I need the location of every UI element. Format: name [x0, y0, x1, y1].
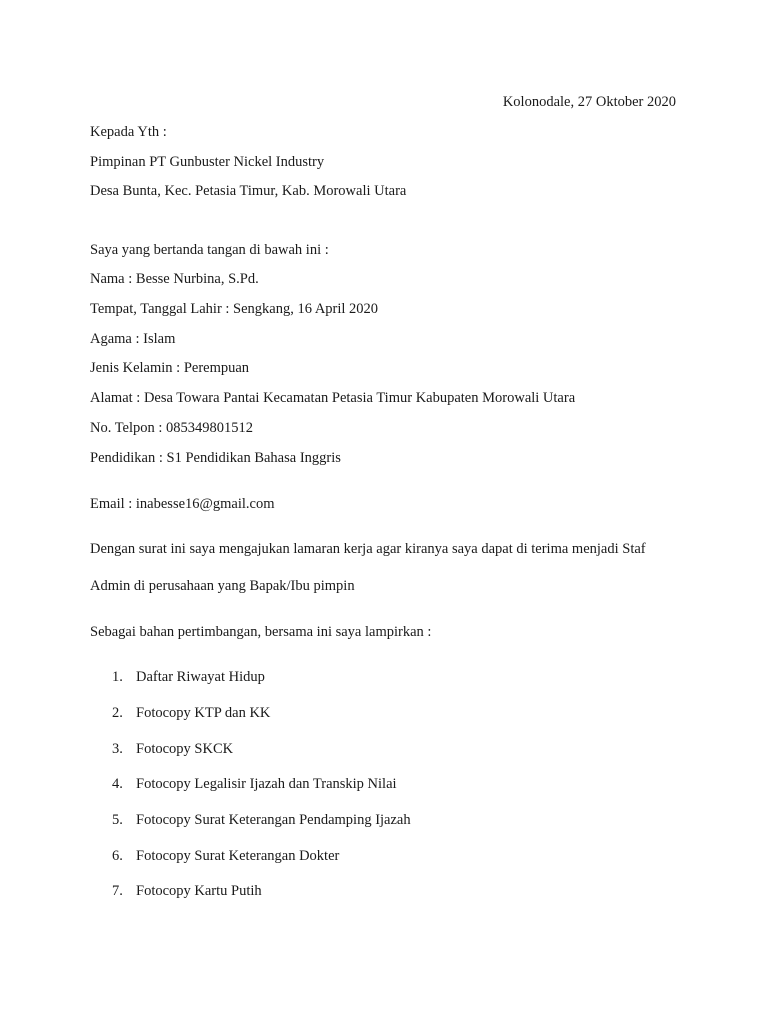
list-item-number: 7.: [112, 883, 123, 899]
list-item: [112, 882, 262, 900]
list-item-text: Fotocopy Surat Keterangan Dokter: [136, 848, 340, 864]
recipient-address: Desa Bunta, Kec. Petasia Timur, Kab. Morowali Utara: [90, 183, 407, 199]
list-item: [112, 740, 233, 758]
list-item-number: 5.: [112, 812, 123, 828]
list-item: [112, 847, 339, 865]
list-item: [112, 811, 411, 829]
list-item: [112, 704, 270, 722]
place-date: Kolonodale, 27 Oktober 2020: [502, 94, 676, 110]
detail-nama: Nama : Besse Nurbina, S.Pd.: [90, 271, 259, 287]
email-line: Email : inabesse16@gmail.com: [90, 496, 275, 512]
list-item-text: Fotocopy Surat Keterangan Pendamping Ijazah: [136, 812, 411, 828]
detail-pendidikan: Pendidikan : S1 Pendidikan Bahasa Inggris: [90, 450, 341, 466]
list-item-text: Daftar Riwayat Hidup: [136, 669, 265, 685]
list-item-number: 1.: [112, 669, 123, 685]
list-item-number: 3.: [112, 741, 123, 757]
list-item-text: Fotocopy Kartu Putih: [136, 883, 262, 899]
body-line-2: Admin di perusahaan yang Bapak/Ibu pimpin: [90, 578, 355, 594]
list-item-text: Fotocopy KTP dan KK: [136, 705, 271, 721]
list-item-number: 6.: [112, 848, 123, 864]
body-line-1: Dengan surat ini saya mengajukan lamaran kerja agar kiranya saya dapat di terima menjadi Staf: [90, 541, 646, 557]
intro-text: Saya yang bertanda tangan di bawah ini :: [90, 242, 329, 258]
detail-jenis-kelamin: Jenis Kelamin : Perempuan: [90, 360, 250, 376]
detail-telpon: No. Telpon : 085349801512: [90, 420, 254, 436]
list-item-number: 4.: [112, 776, 123, 792]
list-item-text: Fotocopy Legalisir Ijazah dan Transkip Nilai: [136, 776, 397, 792]
attachments-intro: Sebagai bahan pertimbangan, bersama ini saya lampirkan :: [90, 624, 432, 640]
list-item-text: Fotocopy SKCK: [136, 741, 234, 757]
detail-alamat: Alamat : Desa Towara Pantai Kecamatan Petasia Timur Kabupaten Morowali Utara: [90, 390, 576, 406]
detail-agama: Agama : Islam: [90, 331, 176, 347]
list-item: [112, 775, 397, 793]
recipient-salutation: Kepada Yth :: [90, 124, 167, 140]
list-item: [112, 668, 265, 686]
list-item-number: 2.: [112, 705, 123, 721]
detail-ttl: Tempat, Tanggal Lahir : Sengkang, 16 April 2020: [90, 301, 379, 317]
recipient-name: Pimpinan PT Gunbuster Nickel Industry: [90, 154, 325, 170]
